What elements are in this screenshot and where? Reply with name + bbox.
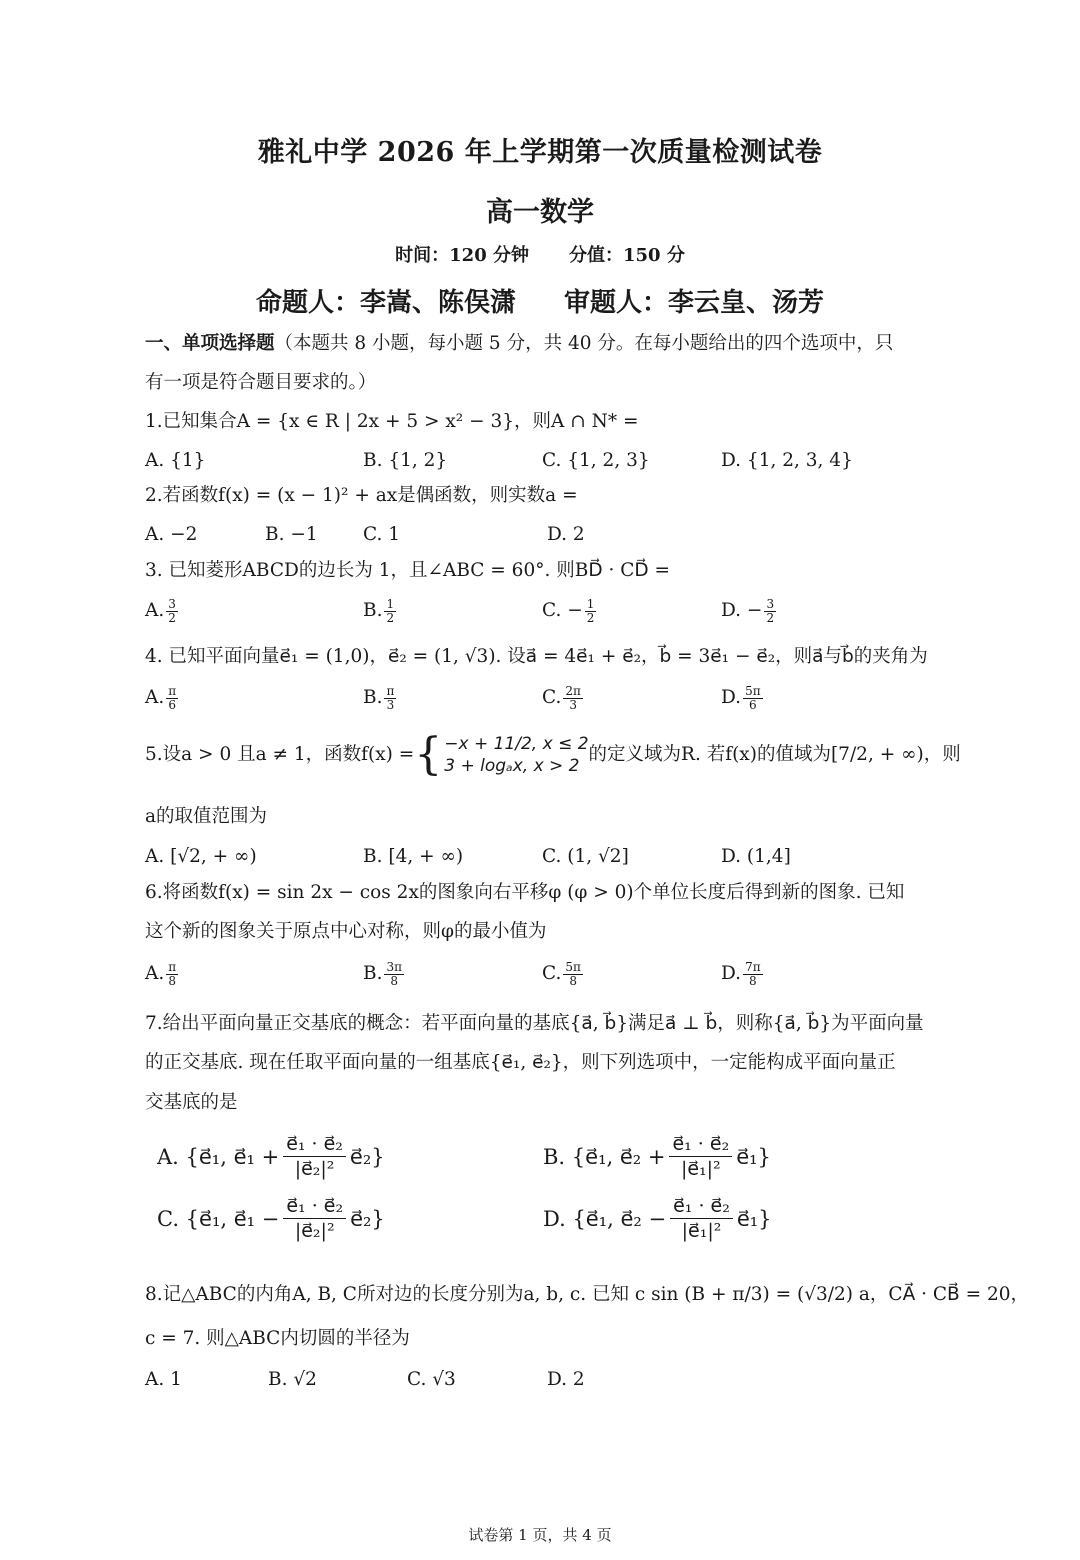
subject-title: 高一数学 (486, 197, 594, 228)
q3-option-b: B. $\frac{1}{2}$ (363, 596, 395, 625)
question-7-stem-3: 交基底的是 (145, 1092, 238, 1113)
q6-option-b: B. $\frac{3\pi}{8}$ (363, 959, 403, 988)
fraction: $\frac{\pi}{6}$ (168, 683, 177, 712)
section-title: 一、单项选择题 (145, 333, 275, 354)
question-7-stem-1: 7.给出平面向量正交基底的概念：若平面向量的基底{a⃗, b⃗}满足a⃗ ⊥ b⃗，则称{a⃗, b⃗}为平面向量 (145, 1013, 924, 1034)
q1-option-d: D. {1, 2, 3, 4} (721, 450, 853, 471)
q4-option-b: B. $\frac{\pi}{3}$ (363, 683, 395, 712)
q5-option-b: B. [4, + ∞) (363, 846, 464, 867)
fraction: $\frac{\pi}{3}$ (386, 683, 395, 712)
question-5-stem: 5.设a > 0 且a ≠ 1，函数f(x) = { −x + 11/2, x ≤ 2 3 + logₐx, x > 2 的定义域为R. 若f(x)的值域为[7/2, + ∞)，则 (145, 729, 961, 780)
question-1-stem: 1.已知集合A = {x ∈ R | 2x + 5 > x² − 3}，则A ∩ N* = (145, 411, 639, 432)
question-8-stem-1: 8.记△ABC的内角A, B, C所对边的长度分别为a, b, c. 已知 c sin (B + π/3) = (√3/2) a，CA⃗ · CB⃗ = 20， (145, 1284, 1030, 1305)
q8-option-d: D. 2 (547, 1369, 585, 1390)
fraction: $\frac{\text{e⃗₁ · e⃗₂}}{\text{|e⃗₂|²}}$ (283, 1132, 346, 1181)
section-instructions-2: 有一项是符合题目要求的。） (145, 372, 377, 393)
section-heading (145, 330, 893, 358)
q8-option-c: C. √3 (407, 1369, 456, 1390)
setter-info: 命题人：李嵩、陈俣潇 (255, 288, 516, 318)
page-footer: 试卷第 1 页，共 4 页 (468, 1526, 612, 1544)
reviewer-info: 审题人：李云皇、汤芳 (564, 288, 825, 318)
exam-title: 雅礼中学 2026 年上学期第一次质量检测试卷 (257, 137, 823, 168)
q7-option-b: B. {e⃗₁, e⃗₂ + $\frac{\text{e⃗₁ · e⃗₂}}{\text{|e⃗₁|²}}$ e⃗₁} (543, 1133, 771, 1180)
time-info: 时间：120 分钟 (395, 245, 529, 266)
q5-option-c: C. (1, √2] (542, 846, 629, 867)
question-8-stem-2: c = 7. 则△ABC内切圆的半径为 (145, 1328, 410, 1349)
q5-option-d: D. (1,4] (721, 846, 791, 867)
q4-option-c: C. $\frac{2\pi}{3}$ (542, 683, 581, 712)
fraction: $\frac{7\pi}{8}$ (745, 959, 761, 988)
q8-option-b: B. √2 (268, 1369, 317, 1390)
q7-option-a: A. {e⃗₁, e⃗₁ + $\frac{\text{e⃗₁ · e⃗₂}}{\text{|e⃗₂|²}}$ e⃗₂} (157, 1133, 385, 1180)
q1-option-c: C. {1, 2, 3} (542, 450, 650, 471)
q6-option-d: D. $\frac{7\pi}{8}$ (721, 959, 761, 988)
case-1: −x + 11/2, x ≤ 2 (444, 734, 589, 754)
question-2-stem: 2.若函数f(x) = (x − 1)² + ax是偶函数，则实数a = (145, 485, 578, 506)
q6-option-c: C. $\frac{5\pi}{8}$ (542, 959, 581, 988)
q4-option-a: A. $\frac{\pi}{6}$ (145, 683, 177, 712)
q8-option-a: A. 1 (145, 1369, 182, 1390)
fraction: $\frac{5\pi}{6}$ (745, 683, 761, 712)
question-4-stem: 4. 已知平面向量e⃗₁ = (1,0)，e⃗₂ = (1, √3). 设a⃗ = 4e⃗₁ + e⃗₂，b⃗ = 3e⃗₁ − e⃗₂，则a⃗与b⃗的夹角为 (145, 646, 928, 667)
q2-option-a: A. −2 (145, 524, 198, 545)
q4-option-d: D. $\frac{5\pi}{6}$ (721, 683, 761, 712)
case-2: 3 + logₐx, x > 2 (444, 756, 580, 776)
question-5-stem-cont: a的取值范围为 (145, 806, 268, 827)
score-info: 分值：150 分 (569, 245, 685, 266)
q7-option-d: D. {e⃗₁, e⃗₂ − $\frac{\text{e⃗₁ · e⃗₂}}{\text{|e⃗₁|²}}$ e⃗₁} (543, 1195, 772, 1242)
q6-option-a: A. $\frac{\pi}{8}$ (145, 959, 177, 988)
q3-option-d: D. − $\frac{3}{2}$ (721, 596, 775, 625)
q2-option-b: B. −1 (265, 524, 318, 545)
fraction: $\frac{1}{2}$ (586, 596, 595, 625)
q3-option-c: C. − $\frac{1}{2}$ (542, 596, 595, 625)
q1-option-b: B. {1, 2} (363, 450, 448, 471)
q2-option-d: D. 2 (547, 524, 585, 545)
fraction: $\frac{3}{2}$ (766, 596, 775, 625)
setter-reviewer-line (0, 282, 1080, 319)
q5-option-a: A. [√2, + ∞) (145, 846, 257, 867)
fraction: $\frac{\text{e⃗₁ · e⃗₂}}{\text{|e⃗₁|²}}$ (669, 1132, 732, 1181)
q1-option-a: A. {1} (145, 450, 206, 471)
time-score-line (0, 241, 1080, 267)
question-3-stem: 3. 已知菱形ABCD的边长为 1，且∠ABC = 60°. 则BD⃗ · CD⃗ = (145, 560, 671, 581)
piecewise-function: { −x + 11/2, x ≤ 2 3 + logₐx, x > 2 (414, 729, 589, 780)
fraction: $\frac{3\pi}{8}$ (386, 959, 403, 988)
fraction: $\frac{\text{e⃗₁ · e⃗₂}}{\text{|e⃗₁|²}}$ (670, 1194, 733, 1243)
q7-option-c: C. {e⃗₁, e⃗₁ − $\frac{\text{e⃗₁ · e⃗₂}}{\text{|e⃗₂|²}}$ e⃗₂} (157, 1195, 385, 1242)
question-6-stem-1: 6.将函数f(x) = sin 2x − cos 2x的图象向右平移φ (φ > 0)个单位长度后得到新的图象. 已知 (145, 882, 905, 903)
fraction: $\frac{3}{2}$ (168, 596, 176, 625)
question-7-stem-2: 的正交基底. 现在任取平面向量的一组基底{e⃗₁, e⃗₂}，则下列选项中，一定能构成平面向量正 (145, 1052, 896, 1073)
fraction: $\frac{\text{e⃗₁ · e⃗₂}}{\text{|e⃗₂|²}}$ (283, 1194, 346, 1243)
fraction: $\frac{5\pi}{8}$ (565, 959, 581, 988)
q3-option-a: A. $\frac{3}{2}$ (145, 596, 176, 625)
fraction: $\frac{\pi}{8}$ (168, 959, 177, 988)
section-instructions-1: （本题共 8 小题，每小题 5 分，共 40 分。在每小题给出的四个选项中，只 (274, 333, 894, 354)
fraction: $\frac{1}{2}$ (386, 596, 395, 625)
fraction: $\frac{2\pi}{3}$ (565, 683, 581, 712)
question-6-stem-2: 这个新的图象关于原点中心对称，则φ的最小值为 (145, 921, 547, 942)
q2-option-c: C. 1 (363, 524, 401, 545)
